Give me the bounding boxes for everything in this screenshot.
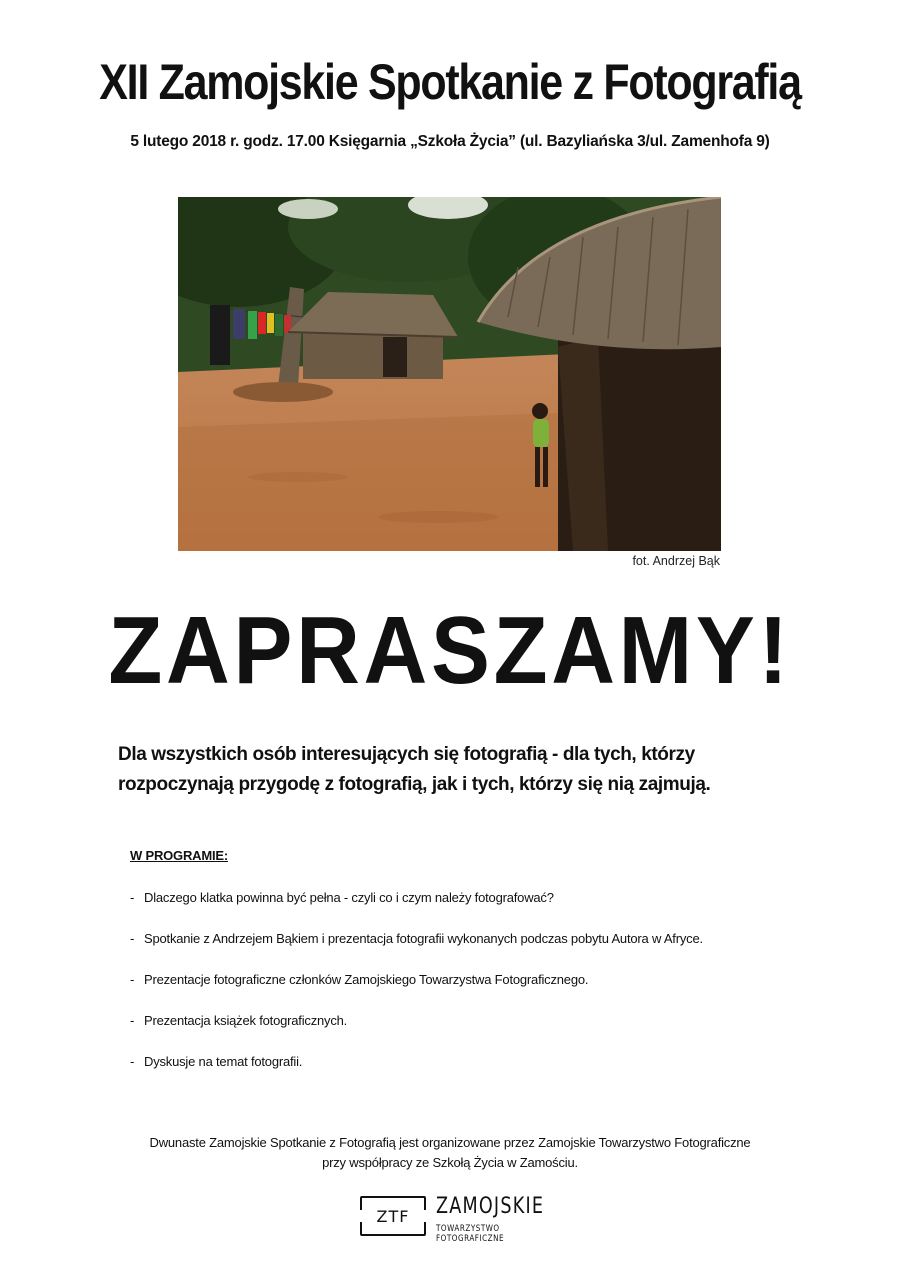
- program-list: [130, 888, 830, 1093]
- organizer-line-1: Dwunaste Zamojskie Spotkanie z Fotografią jest organizowane przez Zamojskie Towarzystwo Fotograficzne: [149, 1135, 751, 1150]
- program-item: - Dlaczego klatka powinna być pełna - czyli co i czym należy fotografować?: [130, 890, 554, 905]
- program-item: - Spotkanie z Andrzejem Bąkiem i prezentacja fotografii wykonanych podczas pobytu Autora w Afryce.: [130, 931, 703, 946]
- invite-heading: ZAPRASZAMY!: [108, 597, 792, 704]
- event-photo: [178, 197, 721, 551]
- program-item-text: Dyskusje na temat fotografii.: [144, 1054, 303, 1069]
- logo-subtitle: TOWARZYSTWO FOTOGRAFICZNE: [436, 1224, 505, 1244]
- organizer-line-2: przy współpracy ze Szkołą Życia w Zamościu.: [322, 1155, 578, 1170]
- event-description: Dla wszystkich osób interesujących się fotografią - dla tych, którzy rozpoczynają przygodę z fotografią, jak i tych, którzy się nią zajmują.: [118, 744, 711, 795]
- event-details: 5 lutego 2018 r. godz. 17.00 Księgarnia „Szkoła Życia” (ul. Bazyliańska 3/ul. Zamenhofa 9): [130, 133, 770, 150]
- ztf-logo: [360, 1194, 560, 1246]
- photo-credit: fot. Andrzej Bąk: [632, 554, 720, 568]
- program-item-text: Prezentacje fotograficzne członków Zamojskiego Towarzystwa Fotograficznego.: [144, 972, 589, 987]
- program-heading: W PROGRAMIE:: [130, 848, 228, 863]
- village-photo-illustration: [178, 197, 721, 551]
- program-item-text: Prezentacja książek fotograficznych.: [144, 1013, 348, 1028]
- program-item: - Prezentacja książek fotograficznych.: [130, 1013, 348, 1028]
- logo-mark: ZTF: [360, 1196, 426, 1236]
- program-item: - Dyskusje na temat fotografii.: [130, 1054, 303, 1069]
- organizer-note: [0, 1133, 900, 1173]
- logo-name: ZAMOJSKIE: [436, 1194, 545, 1219]
- program-item-text: Dlaczego klatka powinna być pełna - czyli co i czym należy fotografować?: [144, 890, 554, 905]
- program-item: - Prezentacje fotograficzne członków Zamojskiego Towarzystwa Fotograficznego.: [130, 972, 589, 987]
- program-item-text: Spotkanie z Andrzejem Bąkiem i prezentacja fotografii wykonanych podczas pobytu Autora w Afryce.: [144, 931, 703, 946]
- event-title: XII Zamojskie Spotkanie z Fotografią: [99, 54, 801, 110]
